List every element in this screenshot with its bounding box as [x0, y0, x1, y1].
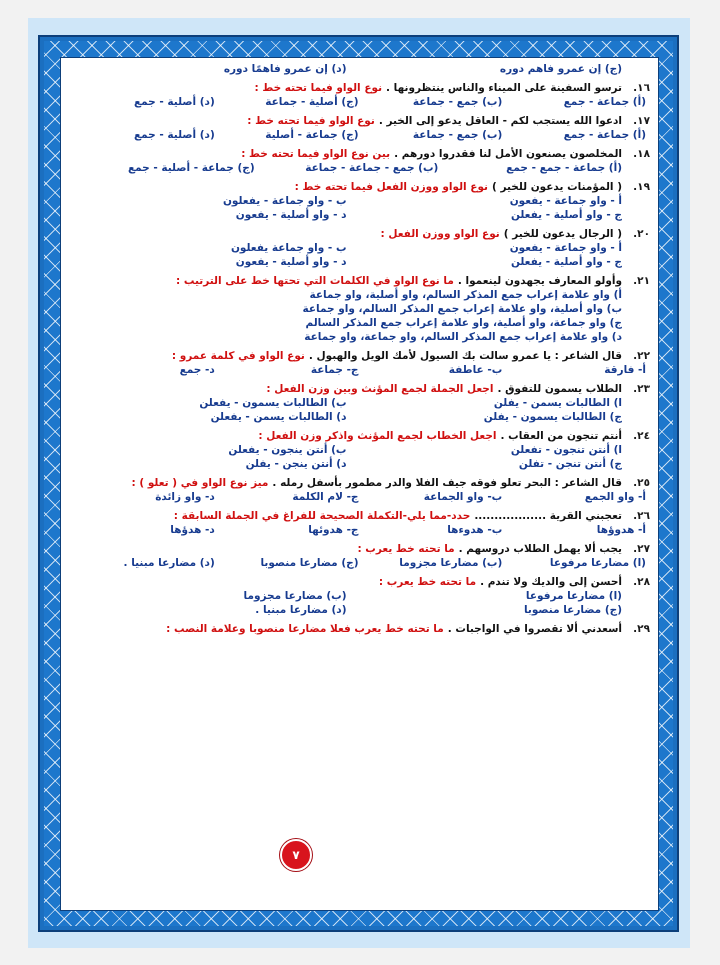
question-stem: تعجبني القرية .................. [474, 509, 622, 522]
option: ب - واو جماعة - يفعلون [222, 194, 347, 207]
question-17 [71, 114, 650, 128]
question-number: ٢١. [633, 274, 650, 287]
option: (ج) أصلية - جماعة [265, 95, 359, 108]
options-row [71, 95, 650, 109]
question-stem: ( المؤمنات يدعون للخير ) [491, 180, 622, 193]
option: ج) الطالبات يسمون - يفلن [483, 410, 622, 423]
options-row [71, 363, 650, 377]
option: (ا) مضارعا مرفوعا [549, 556, 646, 569]
question-number: ١٧. [633, 114, 650, 127]
question-stem: ( الرجال يدعون للخير ) [503, 227, 622, 240]
option: (ج) جماعة - أصلية [265, 128, 359, 141]
option: (ج) مضارعا منصوبا [260, 556, 359, 569]
option: د - واو أصلية - يفعون [235, 208, 347, 221]
question-number: ٢٦. [633, 509, 650, 522]
question-23 [71, 382, 650, 396]
page-number-badge: ٧ [280, 839, 312, 871]
option: (ب) جمع - جماعة [412, 128, 503, 141]
question-stem: أنتم تنجون من العقاب . [500, 429, 622, 442]
question-prompt: ما تحته خط يعرب فعلا مضارعا منصوبا وعلامة النصب : [166, 622, 444, 635]
option: (ب) جمع - جماعة - جماعة [305, 161, 439, 174]
option: د) واو علامة إعراب جمع المذكر السالم، واو جماعة، واو جماعة [304, 330, 622, 343]
question-number: ٢٨. [633, 575, 650, 588]
options-row [71, 208, 650, 222]
option: ب- عاطفة [448, 363, 503, 376]
option: (ج) جماعة - أصلية - جمع [127, 161, 255, 174]
option: د- واو زائدة [155, 490, 215, 503]
question-prompt: نوع الواو في كلمة عمرو : [171, 349, 305, 362]
question-stem: يجب ألا يهمل الطلاب دروسهم . [458, 542, 622, 555]
question-prompt: نوع الواو فيما تحته خط : [254, 81, 383, 94]
question-prompt: ميز نوع الواو في ( تعلو ) : [131, 476, 269, 489]
option: ج - واو أصلية - يفعلن [510, 208, 622, 221]
question-18 [71, 147, 650, 161]
question-number: ١٩. [633, 180, 650, 193]
question-26 [71, 509, 650, 523]
option: ب - واو جماعة يفعلون [230, 241, 347, 254]
question-number: ٢٠. [633, 227, 650, 240]
option: أ) واو علامة إعراب جمع المذكر السالم، واو أصلية، واو جماعة [309, 288, 622, 301]
option: ب) أنتن ينجون - يفعلن [228, 443, 347, 456]
options-row [71, 396, 650, 410]
options-row [71, 556, 650, 570]
question-number: ٢٣. [633, 382, 650, 395]
option: ب) الطالبات يسمون - يفعلن [199, 396, 347, 409]
question-27 [71, 542, 650, 556]
options-row [71, 523, 650, 537]
option: (د) مضارعا مبنيا . [255, 603, 347, 616]
option: ج - واو أصلية - يفعلن [510, 255, 622, 268]
question-stem: ادعوا الله يستجب لكم - العاقل يدعو إلى الخير . [378, 114, 622, 127]
question-22 [71, 349, 650, 363]
question-number: ١٦. [633, 81, 650, 94]
question-stem: ترسو السفينة على الميناء والناس ينتظرونها . [386, 81, 622, 94]
question-prompt: اجعل الجملة لجمع المؤنث وبين وزن الفعل : [266, 382, 494, 395]
option: (ج) مضارعا منصوبا [523, 603, 622, 616]
question-prompt: نوع الواو فيما تحته خط : [247, 114, 375, 127]
option: أ - واو جماعة - يفعون [509, 241, 622, 254]
option: ج- هدوئها [308, 523, 359, 536]
options-row [71, 457, 650, 471]
option: ج- لام الكلمة [292, 490, 359, 503]
option: (ج) إن عمرو فاهم دوره [499, 62, 622, 75]
question-number: ١٨. [633, 147, 650, 160]
options-row [71, 603, 650, 617]
question-prompt: نوع الواو ووزن الفعل فيما تحته خط : [294, 180, 488, 193]
question-20 [71, 227, 650, 241]
option: د) الطالبات يسمن - يفعلن [210, 410, 347, 423]
question-prompt: حدد-مما يلي-التكملة الصحيحة للفراغ في الجملة السابقة : [173, 509, 471, 522]
option: ب) واو أصلية، واو علامة إعراب جمع المذكر السالم، واو جماعة [302, 302, 622, 315]
question-prompt: ما نوع الواو في الكلمات التي تحتها خط على الترتيب : [176, 274, 454, 287]
question-prompt: بين نوع الواو فيما تحته خط : [241, 147, 391, 160]
option: ج- جماعة [310, 363, 359, 376]
question-16 [71, 81, 650, 95]
question-stem: قال الشاعر : يا عمرو سالت بك السيول لأمك الويل والهبول . [308, 349, 622, 362]
option: ا) أنتن تنجون - تفعلن [510, 443, 622, 456]
option: (د) إن عمرو فاهمًا دوره [223, 62, 347, 75]
option: (د) مضارعا مبنيا . [123, 556, 215, 569]
option: د - واو أصلية - يفعون [235, 255, 347, 268]
option: ا) الطالبات يسمن - يفلن [493, 396, 622, 409]
question-stem: أسعدني ألا تقصروا في الواجبات . [447, 622, 622, 635]
question-stem: أحسن إلى والديك ولا تندم . [480, 575, 622, 588]
option: أ- فارقة [604, 363, 646, 376]
options-row [71, 241, 650, 255]
question-28 [71, 575, 650, 589]
options-row [71, 589, 650, 603]
options-row [71, 62, 650, 76]
question-21 [71, 274, 650, 288]
question-stem: وأولو المعارف يجهدون لينعموا . [457, 274, 622, 287]
option: ب- واو الجماعة [423, 490, 503, 503]
question-number: ٢٢. [633, 349, 650, 362]
question-prompt: ما تحته خط يعرب : [378, 575, 477, 588]
option: (أ) جماعة - جمع [563, 128, 646, 141]
options-row [71, 443, 650, 457]
options-row [71, 410, 650, 424]
question-24 [71, 429, 650, 443]
worksheet-page [60, 57, 659, 911]
question-number: ٢٧. [633, 542, 650, 555]
option: د) أنتن ينجن - يفلن [245, 457, 347, 470]
option: أ- واو الجمع [584, 490, 646, 503]
option: (د) أصلية - جمع [133, 95, 215, 108]
option: أ- هدوؤها [596, 523, 646, 536]
option: (أ) جماعة - جمع [563, 95, 646, 108]
question-list [71, 62, 650, 636]
option: ج) أنتن تنجن - تفلن [518, 457, 622, 470]
question-25 [71, 476, 650, 490]
option: (ب) جمع - جماعة [412, 95, 503, 108]
option: (ب) مضارعا مجزوما [399, 556, 503, 569]
option: (أ) جماعة - جمع - جمع [506, 161, 622, 174]
question-stem: قال الشاعر : البحر تعلو فوقه جيف الفلا والدر مطمور بأسفل رمله . [272, 476, 622, 489]
options-row [71, 255, 650, 269]
question-number: ٢٩. [633, 622, 650, 635]
question-19 [71, 180, 650, 194]
question-prompt: اجعل الخطاب لجمع المؤنث واذكر وزن الفعل : [258, 429, 497, 442]
option: (ب) مضارعا مجزوما [243, 589, 347, 602]
question-29 [71, 622, 650, 636]
question-number: ٢٤. [633, 429, 650, 442]
option: د- هدؤها [170, 523, 215, 536]
option: د- جمع [179, 363, 215, 376]
option: (د) أصلية - جمع [133, 128, 215, 141]
options-row [71, 490, 650, 504]
options-row [71, 128, 650, 142]
question-stem: المخلصون يصنعون الأمل لنا فقدروا دورهم . [394, 147, 622, 160]
options-row [71, 194, 650, 208]
option: (ا) مضارعا مرفوعا [525, 589, 622, 602]
options-row [71, 161, 650, 175]
question-number: ٢٥. [633, 476, 650, 489]
question-prompt: نوع الواو ووزن الفعل : [380, 227, 500, 240]
option: ج) واو جماعة، واو أصلية، واو علامة إعراب جمع المذكر السالم [305, 316, 622, 329]
question-prompt: ما تحته خط يعرب : [357, 542, 455, 555]
question-stem: الطلاب يسمون للتفوق . [497, 382, 622, 395]
option: أ - واو جماعة - يفعون [509, 194, 622, 207]
option: ب- هدوءها [447, 523, 503, 536]
